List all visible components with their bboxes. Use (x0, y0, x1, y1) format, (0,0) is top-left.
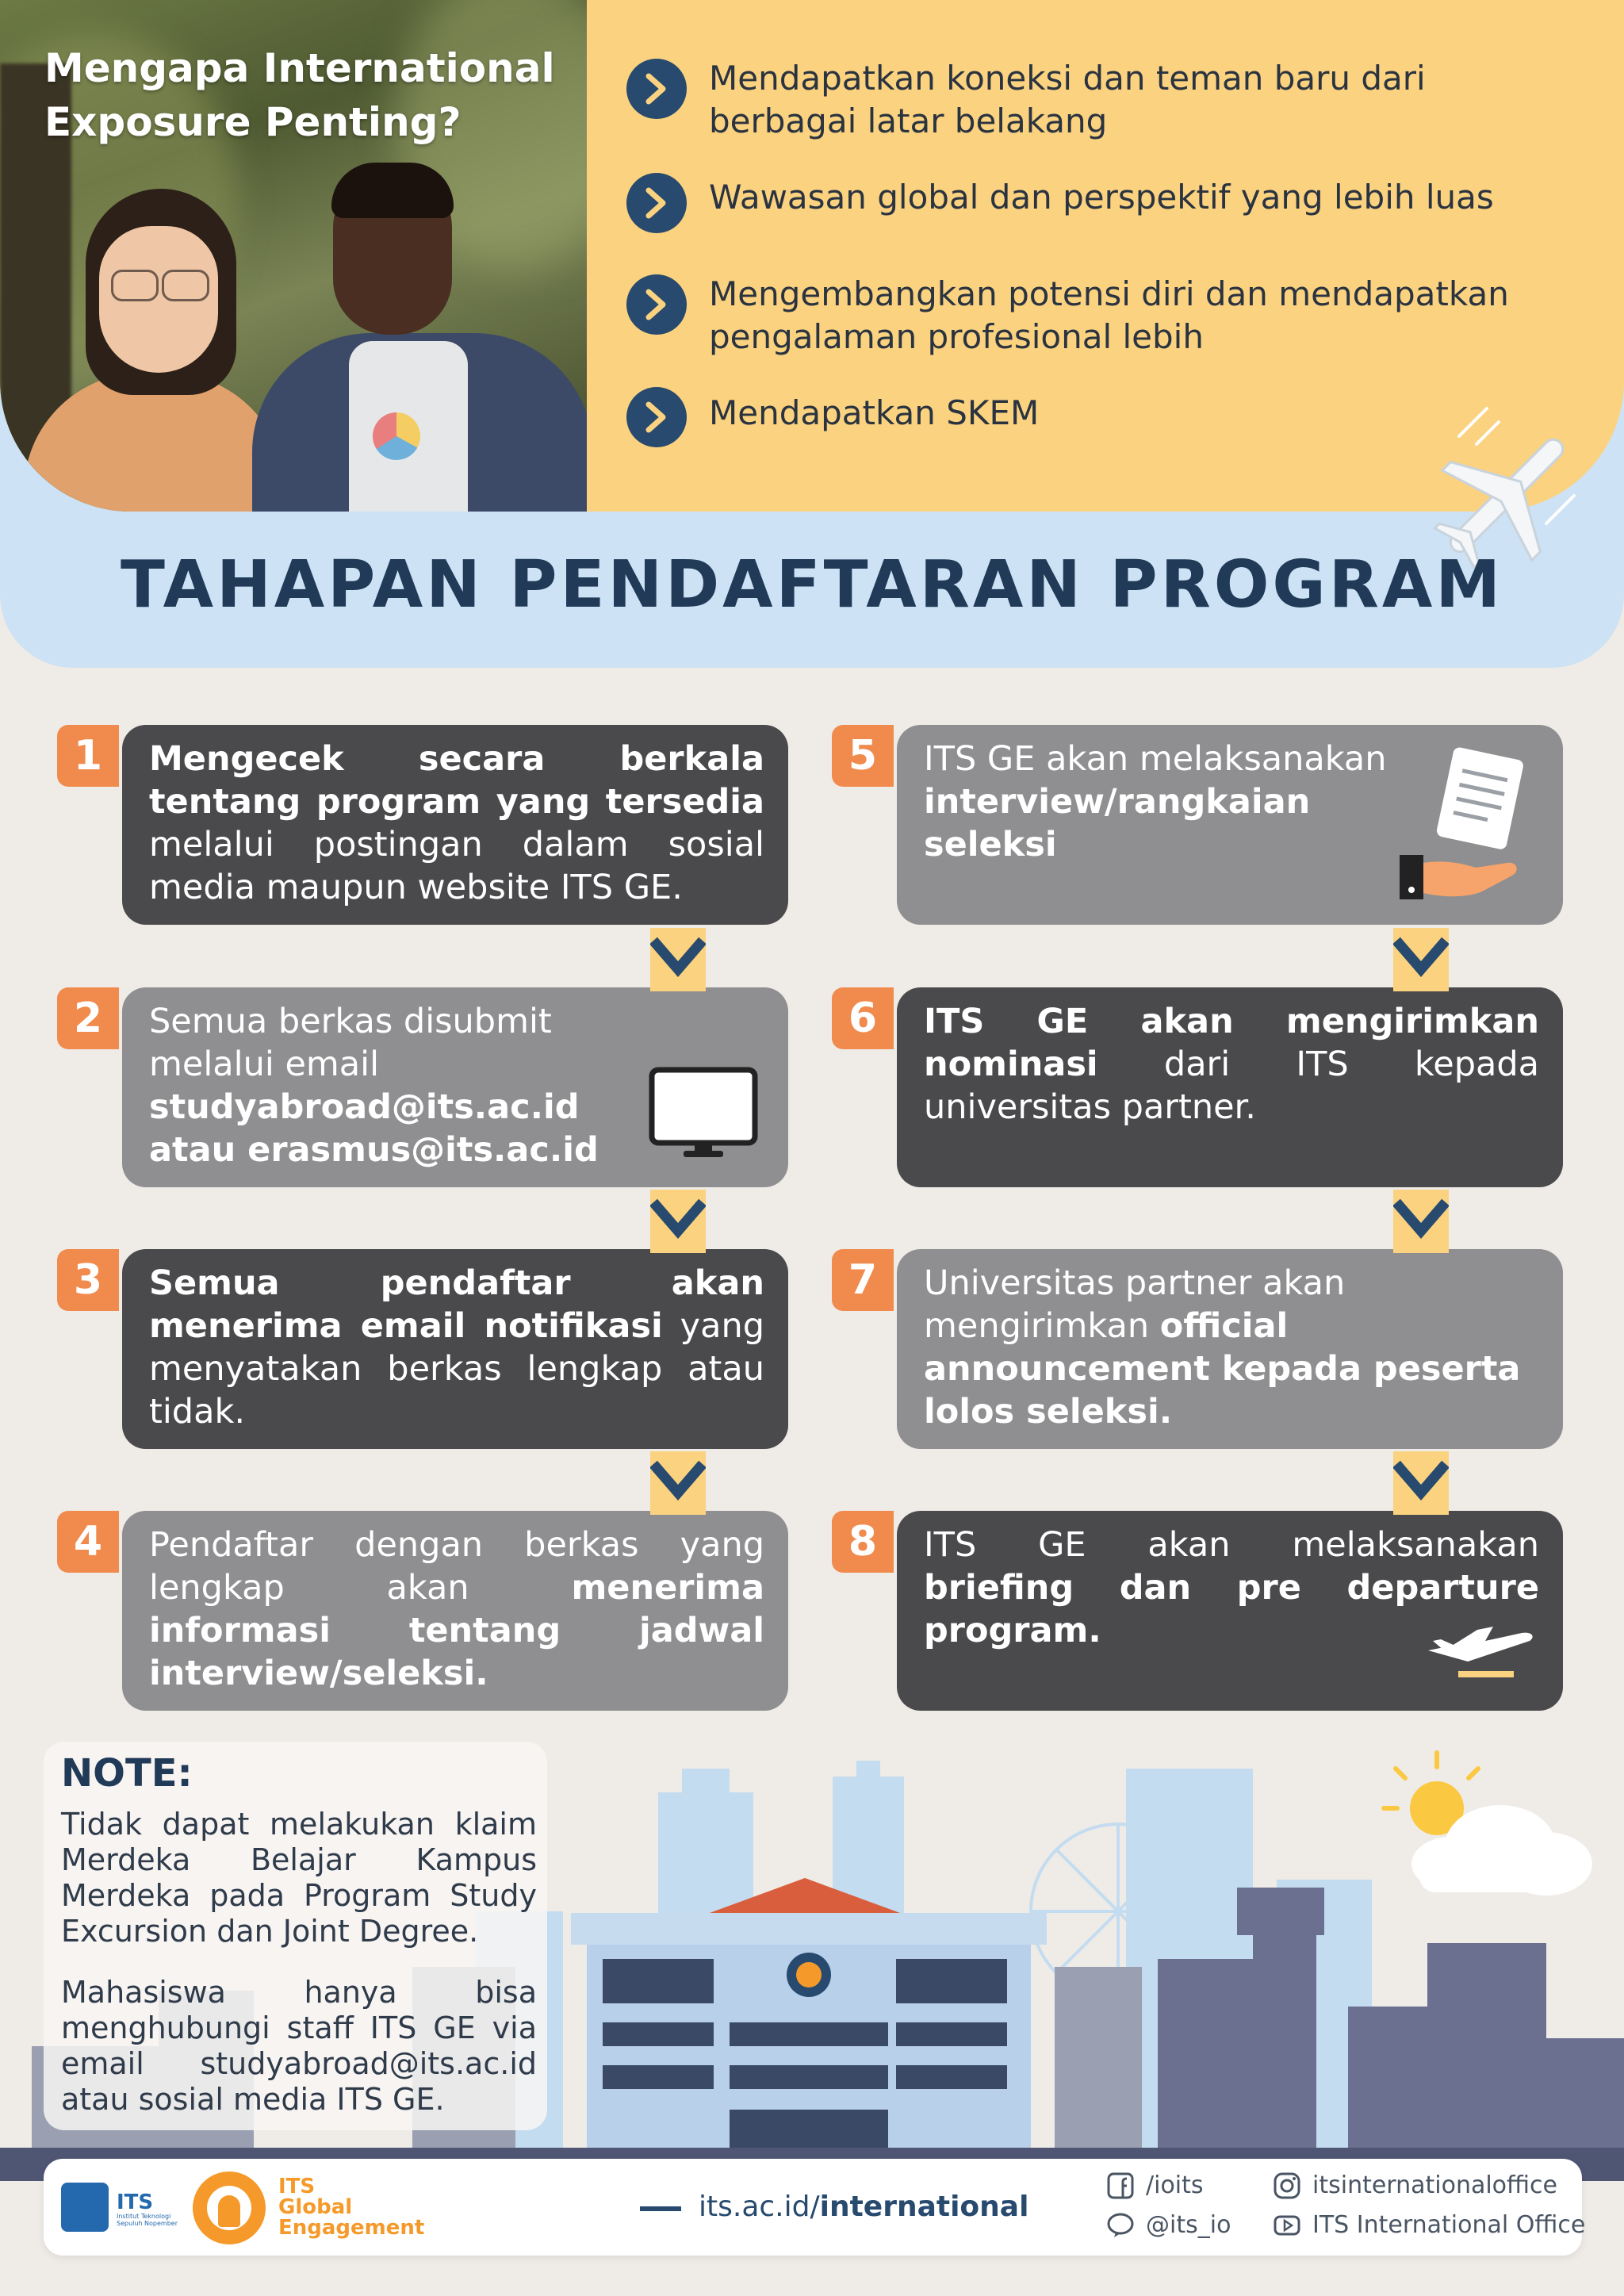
step-text-normal: Semua berkas disubmit melalui email (149, 1002, 552, 1084)
note-paragraph-1: Tidak dapat melakukan klaim Merdeka Belajar Kampus Merdeka pada Program Study Excursion dan Joint Degree. (61, 1807, 537, 1949)
step-text-bold: ITS GE akan mengirimkan nominasi (924, 1002, 1539, 1084)
chevron-right-icon (626, 387, 687, 447)
line-handle: @its_io (1146, 2211, 1231, 2239)
step-number: 1 (57, 725, 119, 787)
step-text-bold: interview/rangkaian seleksi (924, 782, 1311, 864)
instagram-handle: itsinternationaloffice (1312, 2171, 1557, 2199)
step-text-bold: official announcement kepada peserta lolos seleksi. (924, 1306, 1521, 1432)
header-title (44, 41, 568, 149)
youtube-play-icon (1273, 2211, 1301, 2240)
ge-line: Global (278, 2195, 353, 2219)
ge-line: Engagement (278, 2216, 425, 2240)
step-text (924, 1000, 1539, 1129)
youtube-channel: ITS International Office (1312, 2211, 1586, 2239)
step-text-normal: Pendaftar dengan berkas yang lengkap akan (149, 1525, 764, 1608)
header-title-line1: Mengapa International (44, 45, 555, 91)
step-text-normal: melalui postingan dalam sosial media maupun website ITS GE. (149, 825, 764, 907)
step-text-bold: briefing dan pre departure program. (924, 1568, 1539, 1650)
step-text-normal: Universitas partner akan mengirimkan (924, 1263, 1346, 1346)
step-text-bold: menerima informasi tentang jadwal interview/seleksi. (149, 1568, 764, 1693)
step-card-6 (848, 987, 1563, 1187)
step-text-normal: dari ITS kepada universitas partner. (924, 1045, 1539, 1127)
note-paragraph-2: Mahasiswa hanya bisa menghubungi staff ITS GE via email studyabroad@its.ac.id atau sosial media ITS GE. (61, 1975, 537, 2117)
chevron-right-icon (626, 173, 687, 233)
chevron-down-icon (650, 1190, 706, 1253)
step-card-8 (848, 1511, 1563, 1711)
page-title: TAHAPAN PENDAFTARAN PROGRAM (121, 547, 1503, 623)
step-card-5 (848, 725, 1563, 925)
step-text-normal: ITS GE akan melaksanakan (924, 1525, 1539, 1565)
step-number: 6 (832, 987, 894, 1049)
its-logo-text: ITS (117, 2191, 154, 2214)
airplane-takeoff-icon (1420, 1598, 1539, 1685)
website-link[interactable] (699, 2191, 1028, 2223)
step-card-1 (73, 725, 788, 925)
step-text (149, 1000, 657, 1171)
url-prefix: its.ac.id/ (699, 2191, 820, 2223)
note-box (44, 1742, 547, 2130)
step-text (924, 1262, 1539, 1433)
step-number: 4 (57, 1511, 119, 1573)
chevron-down-icon (650, 1451, 706, 1515)
url-path: international (819, 2191, 1029, 2223)
facebook-handle: /ioits (1146, 2171, 1204, 2199)
step-number: 8 (832, 1511, 894, 1573)
step-card-4 (73, 1511, 788, 1711)
step-number: 3 (57, 1249, 119, 1311)
campus-building (571, 1878, 1047, 2149)
benefit-text: Mendapatkan koneksi dan teman baru dari berbagai latar belakang (709, 59, 1426, 140)
step-text (149, 1524, 764, 1695)
step-text-normal: ITS GE akan melaksanakan (924, 739, 1387, 779)
step-text-bold: studyabroad@its.ac.id (149, 1087, 580, 1127)
benefit-text: Mendapatkan SKEM (709, 393, 1040, 432)
chevron-right-icon (626, 274, 687, 335)
step-text (149, 738, 764, 909)
ge-line: ITS (278, 2175, 316, 2198)
step-text (149, 1262, 764, 1433)
facebook-icon (1106, 2171, 1135, 2200)
chevron-down-icon (650, 928, 706, 991)
instagram-icon (1273, 2171, 1301, 2200)
step-text (924, 738, 1415, 866)
its-logo-subtext: Institut Teknologi Sepuluh Nopember (117, 2213, 178, 2227)
footer (44, 2159, 1586, 2256)
benefit-text: Mengembangkan potensi diri dan mendapatkan pengalaman profesional lebih (709, 274, 1509, 356)
step-text-bold: Mengecek secara berkala tentang program yang tersedia (149, 739, 764, 822)
step-number: 2 (57, 987, 119, 1049)
line-app-icon (1106, 2211, 1135, 2240)
global-engagement-logo (193, 2171, 266, 2244)
step-text-bold: atau erasmus@its.ac.id (149, 1130, 599, 1170)
step-card-7 (848, 1249, 1563, 1449)
chevron-down-icon (1393, 1451, 1449, 1515)
step-card-2 (73, 987, 788, 1187)
step-number: 7 (832, 1249, 894, 1311)
global-engagement-text (278, 2176, 424, 2238)
chevron-down-icon (1393, 928, 1449, 991)
chevron-right-icon (626, 59, 687, 119)
document-hand-icon (1388, 744, 1539, 910)
note-title: NOTE: (61, 1751, 193, 1796)
step-text-normal: yang menyatakan berkas lengkap atau tidak. (149, 1306, 764, 1432)
step-number: 5 (832, 725, 894, 787)
header-title-line2: Exposure Penting? (44, 99, 462, 145)
its-logo (61, 2183, 109, 2232)
step-text-bold: Semua pendaftar akan menerima email notifikasi (149, 1263, 764, 1346)
step-card-3 (73, 1249, 788, 1449)
chevron-down-icon (1393, 1190, 1449, 1253)
benefit-text: Wawasan global dan perspektif yang lebih luas (709, 178, 1494, 217)
monitor-icon (649, 1067, 760, 1162)
url-dash (640, 2206, 681, 2211)
